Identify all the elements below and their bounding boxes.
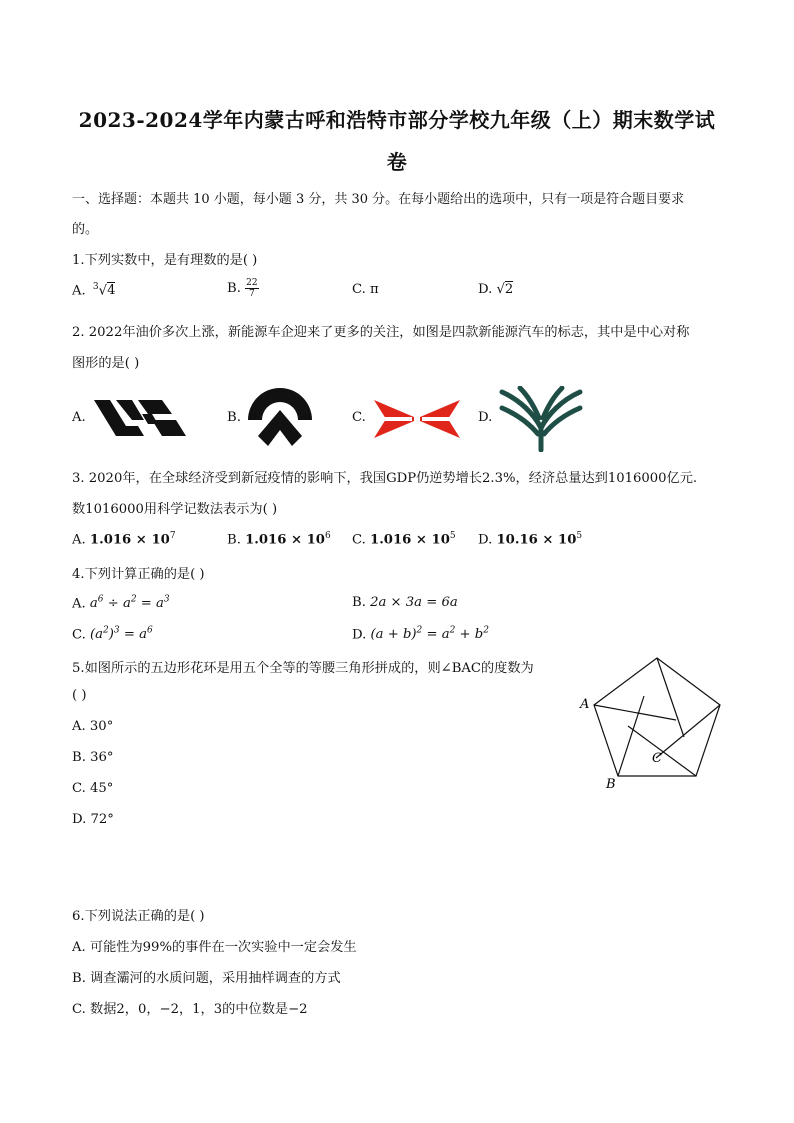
wreath-segment bbox=[618, 696, 644, 776]
q5-option-d: D. 72° bbox=[72, 812, 114, 827]
q5-option-c: C. 45° bbox=[72, 781, 114, 796]
q2-stem-line2: 图形的是( ) bbox=[72, 356, 140, 371]
q3-option-b bbox=[227, 531, 331, 547]
q1-option-d-radicand: 2 bbox=[504, 282, 514, 297]
section-header-line1: 一、选择题：本题共 10 小题，每小题 3 分，共 30 分。在每小题给出的选项中，只有一项是符合题目要求 bbox=[72, 192, 685, 207]
q4-option-b bbox=[352, 595, 458, 610]
q1-option-d bbox=[478, 282, 513, 297]
q4-option-b-expression: 2a × 3a = 6a bbox=[370, 595, 458, 610]
q2-stem-line1: 2. 2022年油价多次上涨，新能源车企迎来了更多的关注，如图是四款新能源汽车的标志，其中是中心对称 bbox=[72, 325, 690, 340]
q1-option-a-radicand: 4 bbox=[107, 283, 116, 299]
exam-title-line1: 2023-2024学年内蒙古呼和浩特市部分学校九年级（上）期末数学试 bbox=[78, 108, 716, 132]
q3-option-b-label: B. bbox=[227, 532, 241, 548]
q1-option-c-value: π bbox=[370, 282, 379, 297]
q3-option-d-base: 10.16 × 10 bbox=[496, 532, 577, 548]
q4-option-a-expression: $a^6 \div a^2 = a^3$ bbox=[89, 595, 170, 612]
sqrt-sign: √ bbox=[496, 282, 505, 297]
fig-label-b: B bbox=[606, 777, 616, 792]
q1-option-a-label: A. bbox=[72, 283, 86, 299]
q5-stem-line1: 5.如图所示的五边形花环是用五个全等的等腰三角形拼成的，则∠BAC的度数为 bbox=[72, 661, 534, 676]
wreath-segment bbox=[594, 705, 676, 720]
q3-option-c-exponent: 5 bbox=[449, 531, 456, 541]
q1-option-c bbox=[352, 282, 379, 297]
q4-option-d-expression: $(a + b)^2 = a^2 + b^2$ bbox=[370, 626, 489, 643]
q1-option-b bbox=[227, 278, 259, 299]
q6-option-b: B. 调查灞河的水质问题，采用抽样调查的方式 bbox=[72, 971, 341, 986]
q5-stem-line2: ( ) bbox=[72, 688, 87, 703]
wreath-segment bbox=[656, 705, 720, 758]
logo-a-icon bbox=[92, 398, 188, 438]
q3-option-d-label: D. bbox=[478, 532, 493, 548]
q4-option-b-label: B. bbox=[352, 595, 366, 610]
q1-option-a-index: 3 bbox=[92, 282, 99, 292]
q6-stem: 6.下列说法正确的是( ) bbox=[72, 909, 205, 924]
q4-option-c bbox=[72, 626, 153, 642]
q4-stem: 4.下列计算正确的是( ) bbox=[72, 567, 205, 582]
logo-d-icon bbox=[498, 386, 584, 452]
q3-option-a-base: 1.016 × 10 bbox=[89, 532, 170, 548]
q3-stem-line2: 数1016000用科学记数法表示为( ) bbox=[72, 502, 278, 517]
q3-stem-line1: 3. 2020年，在全球经济受到新冠疫情的影响下，我国GDP仍逆势增长2.3%，经济总量达到1016000亿元. bbox=[72, 471, 698, 486]
q3-option-d-exponent: 5 bbox=[576, 531, 583, 541]
logo-b-icon bbox=[244, 386, 316, 450]
fig-label-c: C bbox=[652, 751, 662, 766]
q2-option-b-label: B. bbox=[227, 410, 241, 425]
exam-title-line2: 卷 bbox=[386, 150, 408, 174]
q1-option-d-label: D. bbox=[478, 282, 493, 297]
q6-option-a: A. 可能性为99%的事件在一次实验中一定会发生 bbox=[72, 940, 357, 955]
q2-option-a-label: A. bbox=[72, 410, 86, 425]
q4-option-a bbox=[72, 595, 170, 611]
q2-option-d-label: D. bbox=[478, 410, 493, 425]
q1-option-b-label: B. bbox=[227, 281, 241, 296]
q1-option-a bbox=[72, 282, 115, 298]
q4-option-c-expression: $(a^2)^3 = a^6$ bbox=[90, 626, 153, 643]
q6-option-c: C. 数据2，0，−2，1，3的中位数是−2 bbox=[72, 1002, 308, 1017]
q3-option-c bbox=[352, 531, 456, 547]
logo-c-icon bbox=[372, 398, 462, 440]
q4-option-d-label: D. bbox=[352, 627, 367, 643]
q3-option-c-base: 1.016 × 10 bbox=[370, 532, 450, 548]
q1-option-b-fraction bbox=[245, 278, 258, 299]
q3-option-b-exponent: 6 bbox=[324, 531, 331, 541]
q3-option-a bbox=[72, 531, 176, 547]
sqrt-sign: √ bbox=[98, 283, 108, 299]
q3-option-b-base: 1.016 × 10 bbox=[245, 532, 325, 548]
q3-option-a-exponent: 7 bbox=[169, 531, 176, 541]
wreath-segment bbox=[657, 658, 684, 737]
pentagon-wreath-figure bbox=[576, 650, 726, 795]
q1-stem: 1.下列实数中，是有理数的是( ) bbox=[72, 253, 258, 268]
q3-option-d bbox=[478, 531, 582, 547]
q2-option-c-label: C. bbox=[352, 410, 366, 425]
q3-option-c-label: C. bbox=[352, 532, 366, 548]
q5-option-b: B. 36° bbox=[72, 750, 114, 765]
q4-option-a-label: A. bbox=[72, 596, 86, 612]
q1-option-b-denominator: 7 bbox=[248, 289, 255, 299]
fig-label-a: A bbox=[580, 697, 590, 712]
section-header-line2: 的。 bbox=[72, 222, 99, 237]
q1-option-b-numerator: 22 bbox=[246, 278, 258, 288]
q4-option-c-label: C. bbox=[72, 627, 86, 643]
q5-option-a: A. 30° bbox=[72, 719, 114, 734]
q1-option-c-label: C. bbox=[352, 282, 366, 297]
q3-option-a-label: A. bbox=[72, 532, 86, 548]
q4-option-d bbox=[352, 626, 489, 642]
